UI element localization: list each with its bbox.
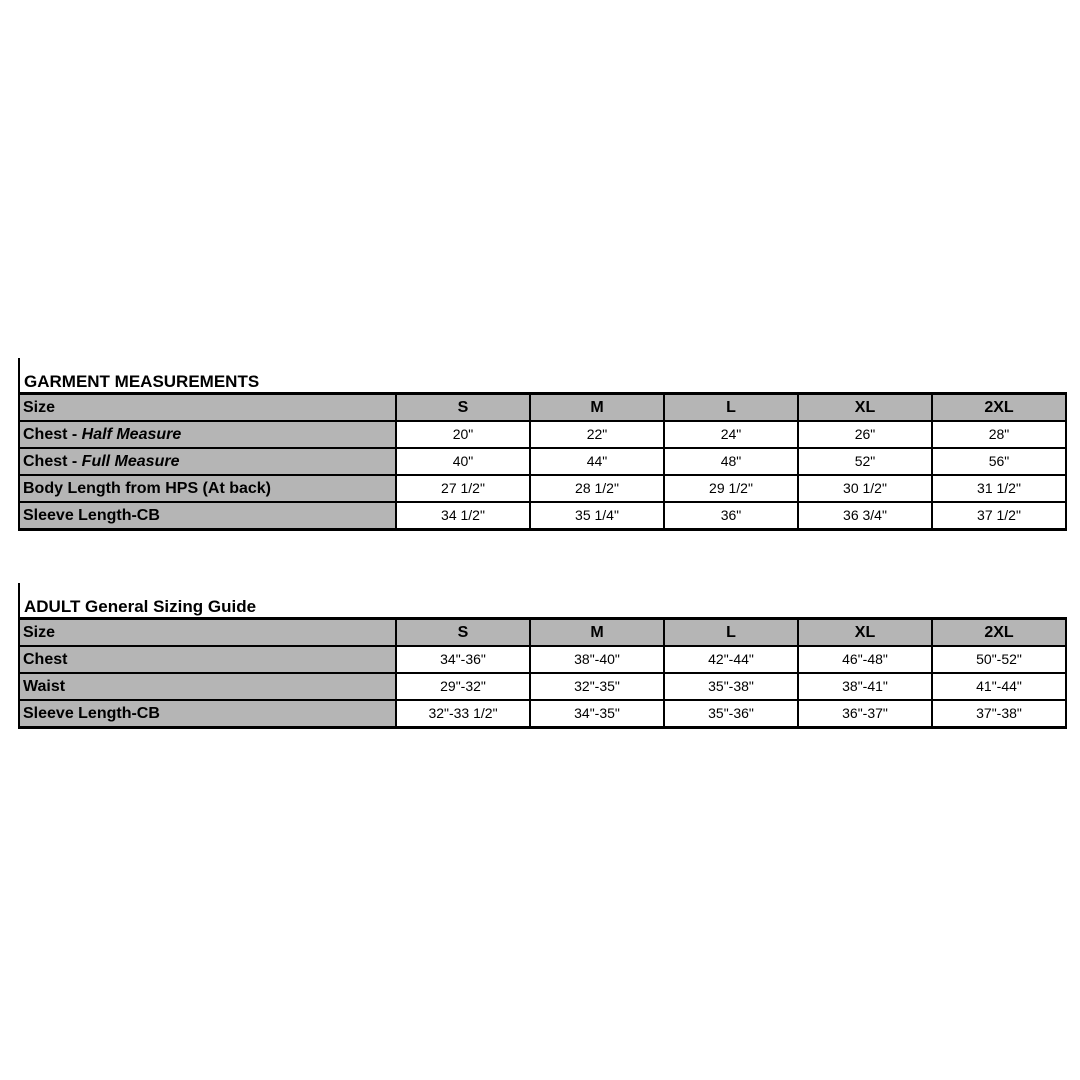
cell-value: 36"-37" [798,700,932,728]
row-label-main: Chest - [23,426,82,443]
row-label [19,646,396,673]
size-header-m: M [530,394,664,422]
cell-value: 34"-35" [530,700,664,728]
adult-sizing-title: ADULT General Sizing Guide [24,597,257,616]
cell-value: 40" [396,448,530,475]
size-header-l: L [664,394,798,422]
cell-value: 34 1/2" [396,502,530,530]
size-header-label: Size [19,394,396,422]
row-label-main: Chest [23,651,68,668]
cell-value: 28 1/2" [530,475,664,502]
size-header-s: S [396,619,530,647]
adult-title-bar [18,583,1067,617]
size-header-xl: XL [798,619,932,647]
cell-value: 56" [932,448,1066,475]
cell-value: 20" [396,421,530,448]
cell-value: 52" [798,448,932,475]
cell-value: 37"-38" [932,700,1066,728]
row-label-main: Body Length from HPS (At back) [23,480,272,497]
cell-value: 42"-44" [664,646,798,673]
table-row [19,475,1066,502]
table-header-row [19,619,1066,647]
row-label-main: Waist [23,678,66,695]
cell-value: 41"-44" [932,673,1066,700]
garment-measurements-section [18,358,1067,531]
size-header-2xl: 2XL [932,394,1066,422]
garment-title-bar [18,358,1067,392]
cell-value: 46"-48" [798,646,932,673]
row-label-main: Sleeve Length-CB [23,705,160,722]
table-row [19,700,1066,728]
row-label-main: Chest - [23,453,82,470]
cell-value: 35 1/4" [530,502,664,530]
size-header-xl: XL [798,394,932,422]
row-label [19,421,396,448]
cell-value: 29 1/2" [664,475,798,502]
size-header-l: L [664,619,798,647]
cell-value: 24" [664,421,798,448]
cell-value: 31 1/2" [932,475,1066,502]
row-label-main: Sleeve Length-CB [23,507,160,524]
row-label-italic: Half Measure [81,426,182,443]
cell-value: 30 1/2" [798,475,932,502]
cell-value: 44" [530,448,664,475]
table-row [19,421,1066,448]
cell-value: 38"-40" [530,646,664,673]
row-label [19,502,396,530]
size-header-2xl: 2XL [932,619,1066,647]
cell-value: 50"-52" [932,646,1066,673]
cell-value: 29"-32" [396,673,530,700]
cell-value: 36 3/4" [798,502,932,530]
size-header-s: S [396,394,530,422]
cell-value: 35"-36" [664,700,798,728]
cell-value: 35"-38" [664,673,798,700]
garment-measurements-title: GARMENT MEASUREMENTS [24,372,260,391]
table-row [19,646,1066,673]
cell-value: 34"-36" [396,646,530,673]
row-label [19,475,396,502]
cell-value: 38"-41" [798,673,932,700]
cell-value: 36" [664,502,798,530]
cell-value: 48" [664,448,798,475]
table-header-row [19,394,1066,422]
size-header-m: M [530,619,664,647]
table-row [19,448,1066,475]
row-label [19,448,396,475]
adult-sizing-section [18,583,1067,729]
cell-value: 32"-33 1/2" [396,700,530,728]
garment-measurements-table [18,392,1067,531]
row-label-italic: Full Measure [81,453,180,470]
size-header-label: Size [19,619,396,647]
table-row [19,502,1066,530]
cell-value: 37 1/2" [932,502,1066,530]
row-label [19,673,396,700]
cell-value: 28" [932,421,1066,448]
cell-value: 26" [798,421,932,448]
table-row [19,673,1066,700]
row-label [19,700,396,728]
cell-value: 22" [530,421,664,448]
cell-value: 27 1/2" [396,475,530,502]
adult-sizing-table [18,617,1067,729]
cell-value: 32"-35" [530,673,664,700]
